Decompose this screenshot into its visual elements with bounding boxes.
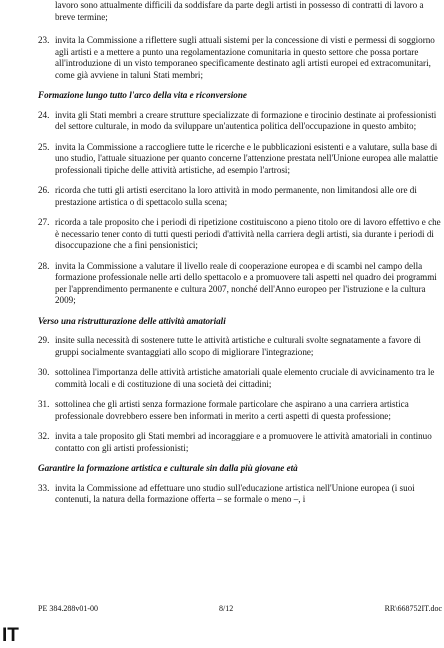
footer-document-reference: PE 384.288v01-00 bbox=[38, 604, 98, 613]
paragraph-number: 25. bbox=[38, 141, 50, 152]
paragraph-text: invita la Commissione a valutare il livello reale di cooperazione europea e di scambi nel campo della formazione professionale nelle arti dello spettacolo e a promuovere tali aspetti nel quadro dei programmi per l'apprendimento permanente e cultura 2007, nonché dell'Anno europeo per l'istruzione e la cultura 2009; bbox=[55, 260, 437, 305]
paragraph-33 bbox=[38, 483, 442, 506]
paragraph-28 bbox=[38, 261, 442, 307]
paragraph-number: 33. bbox=[38, 482, 50, 493]
paragraph-31 bbox=[38, 399, 442, 422]
paragraph-text: invita gli Stati membri a creare strutture specializzate di formazione e tirocinio destinate ai professionisti del settore culturale, in modo da sviluppare un'autentica politica dell'occupazione in questo ambito; bbox=[55, 109, 437, 131]
paragraph-number: 23. bbox=[38, 35, 50, 45]
paragraph-number: 31. bbox=[38, 399, 50, 409]
paragraph-number: 30. bbox=[38, 367, 50, 377]
paragraph-text: ricorda a tale proposito che i periodi di ripetizione costituiscono a pieno titolo ore di lavoro effettivo e che è necessario tener conto di tutti questi periodi d'attività nella carriera degli artisti, sia durante i periodi di disoccupazione che a fini pensionistici; bbox=[55, 217, 441, 250]
language-code: IT bbox=[2, 625, 19, 646]
section-heading: Garantire la formazione artistica e culturale sin dalla più giovane età bbox=[38, 463, 298, 473]
document-page bbox=[38, 0, 442, 515]
paragraph-24 bbox=[38, 110, 442, 133]
paragraph-number: 27. bbox=[38, 217, 50, 227]
paragraph-number: 29. bbox=[38, 335, 50, 345]
paragraph-30 bbox=[38, 367, 442, 390]
footer-page-number: 8/12 bbox=[219, 604, 234, 613]
section-heading: Formazione lungo tutto l'arco della vita e riconversione bbox=[38, 90, 247, 100]
paragraph-text: sottolinea l'importanza delle attività artistiche amatoriali quale elemento cruciale di avvicinamento tra le commità locali e di costituzione di una società dei cittadini; bbox=[55, 367, 435, 389]
paragraph-32 bbox=[38, 431, 442, 454]
paragraph-29 bbox=[38, 335, 442, 358]
paragraph-text: insite sulla necessità di sostenere tutte le attività artistiche e culturali svolte segnatamente a favore di gruppi socialmente svantaggiati allo scopo di migliorare l'integrazione; bbox=[55, 335, 421, 357]
paragraph-number: 32. bbox=[38, 431, 50, 441]
paragraph-number: 26. bbox=[38, 185, 50, 195]
section-heading: Verso una ristrutturazione delle attività amatoriali bbox=[38, 315, 226, 326]
footer-file-name: RR\668752IT.doc bbox=[384, 604, 442, 613]
paragraph-text: invita la Commissione a raccogliere tutte le ricerche e le pubblicazioni esistenti e a valutare, sulla base di uno studio, l'attuale situazione per quanto concerne l'attenzione prestata nell'Unione europea alle malattie professionali tipiche delle attività artistiche, ad esempio l'artrosi; bbox=[55, 141, 438, 175]
paragraph-text: invita la Commissione a riflettere sugli attuali sistemi per la concessione di visti e permessi di soggiorno agli artisti e a mettere a punto una regolamentazione comunitaria in questo settore che possa portare all'introduzione di un visto temporaneo specificamente destinato agli artisti europei ed extracomunitari, come già avviene in taluni Stati membri; bbox=[55, 35, 435, 80]
paragraph-text: ricorda che tutti gli artisti esercitano la loro attività in modo permanente, non limitandosi alle ore di prestazione artistica o di spettacolo sulla scena; bbox=[55, 185, 417, 207]
paragraph-23 bbox=[38, 35, 442, 81]
paragraph-25 bbox=[38, 142, 442, 177]
paragraph-continuation: lavoro sono attualmente difficili da soddisfare da parte degli artisti in possesso di contratti di lavoro a breve termine; bbox=[55, 0, 424, 22]
paragraph-text: sottolinea che gli artisti senza formazione formale particolare che aspirano a una carriera artistica professionale dovrebbero essere ben informati in merito a certi aspetti di questa professione; bbox=[55, 399, 409, 421]
paragraph-26 bbox=[38, 185, 442, 208]
paragraph-text: invita a tale proposito gli Stati membri ad incoraggiare e a promuovere le attività amatoriali in continuo contatto con gli artisti professionisti; bbox=[55, 431, 432, 453]
paragraph-number: 28. bbox=[38, 260, 50, 271]
paragraph-text: invita la Commissione ad effettuare uno studio sull'educazione artistica nell'Unione europea (i suoi contenuti, la natura della formazione offerta – se formale o meno –, i bbox=[55, 482, 415, 504]
paragraph-27 bbox=[38, 217, 442, 252]
paragraph-number: 24. bbox=[38, 109, 50, 120]
